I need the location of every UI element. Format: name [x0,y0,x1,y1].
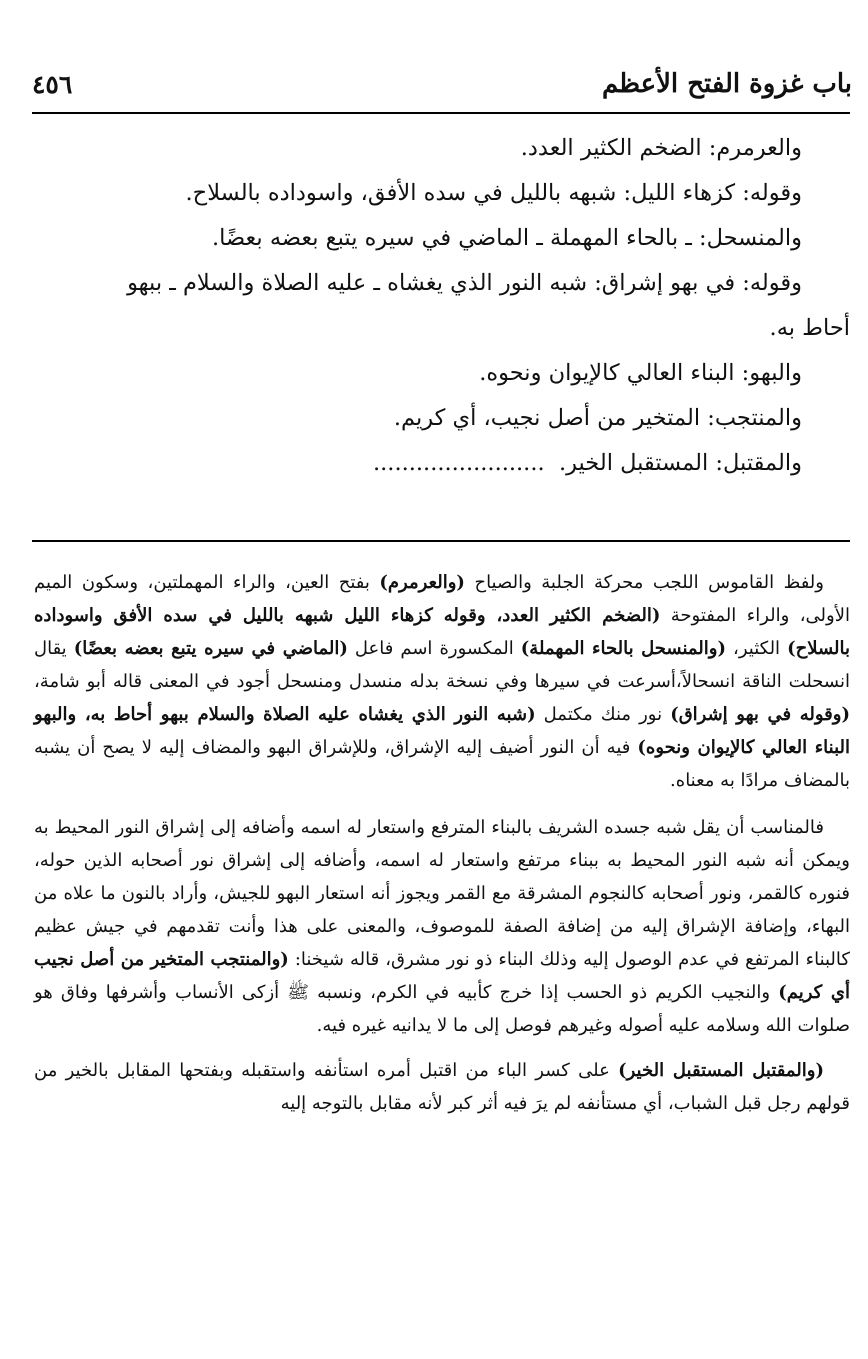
glossary-line: أحاط به. [769,315,850,341]
commentary-text: والنجيب الكريم ذو الحسب إذا خرج كأبيه في الكرم، ونسبه ﷺ أزكى الأنساب وأشرفها وفاق هو صلوات الله وسلامه عليه أصوله وغيرهم فوصل إلى ما لا يدانيه غيره فيه. [34,982,850,1036]
commentary-text: فيه أن النور أضيف إليه الإشراق، وللإشراق البهو والمضاف إليه لا يصح أن يشبه بالمضاف مرادًا به معناه. [34,737,850,791]
commentary-text: المكسورة اسم فاعل [347,638,521,659]
glossary-line: وقوله: كزهاء الليل: شبهه بالليل في سده الأفق، واسوداده بالسلاح. [185,180,802,206]
page-header [32,60,852,108]
commentary-text: نور منك مكتمل [535,704,671,725]
glossary-line: والمنسحل: ـ بالحاء المهملة ـ الماضي في سيره يتبع بعضه بعضًا. [212,225,802,251]
quoted-term: (والمقتبل المستقبل الخير) [618,1060,824,1081]
quoted-term: (والعرمرم) [379,572,465,593]
chapter-title: باب غزوة الفتح الأعظم [601,69,852,99]
ellipsis-dots: ........................ [372,450,545,476]
glossary-text: والمقتبل: المستقبل الخير. [558,450,802,476]
commentary-text: فالمناسب أن يقل شبه جسده الشريف بالبناء المترفع واستعار له اسمه وأضافه إلى إشراق النور المحيط به ويمكن أنه شبه النور المحيط به ببناء مرتفع واستعار له اسمه، وأضافه إلى إشراق نور أصحابه الذين حوله، فنوره كالقمر، ونور أصحابه كالنجوم المشرقة مع القمر ويجوز أنه استعار البهو للجيش، وأراد بالنون ما علاه من البهاء، وإضافة الإشراق إليه من إضافة الصفة للموصوف، والمعنى على هذا وأنت تقدمهم في جيش عظيم كالبناء المرتفع في عدم الوصول إليه وذلك البناء ذو نور مشرق، قاله شيخنا: [34,817,850,970]
commentary-text: على كسر الباء من اقتبل أمره استأنفه واستقبله وبفتحها المقابل بالخير من قولهم رجل قبل الشباب، أي مستأنفه لم يرَ فيه أثر كبر لأنه مقابل بالتوجه إليه [34,1060,850,1114]
commentary-paragraph [34,811,850,1042]
commentary-text: بفتح العين، والراء المهملتين، وسكون الميم الأولى، والراء المفتوحة [34,572,850,626]
glossary-line: وقوله: في بهو إشراق: شبه النور الذي يغشاه ـ عليه الصلاة والسلام ـ ببهو [127,270,802,296]
quoted-term: (الضخم الكثير العدد، وقوله كزهاء الليل شبهه بالليل في سده الأفق واسوداده بالسلاح) [34,605,850,659]
footnote-rule [32,540,850,542]
commentary-paragraph [34,1054,850,1120]
glossary-line: والبهو: البناء العالي كالإيوان ونحوه. [479,360,802,386]
commentary-text: يقال انسحلت الناقة انسحالاً،أسرعت في سيرها وفي نسخة بدله منسدل ومنسحل أجود في المعنى قاله أبو شامة، [34,638,850,692]
glossary-block [32,126,850,486]
header-rule [32,112,850,114]
quoted-term: (شبه النور الذي يغشاه عليه الصلاة والسلام ببهو أحاط به، والبهو البناء العالي كالإيوان ونحوه) [34,704,850,758]
glossary-line: والمنتجب: المتخير من أصل نجيب، أي كريم. [393,405,802,431]
page-number: ٤٥٦ [32,69,73,99]
glossary-line: والعرمرم: الضخم الكثير العدد. [520,135,802,161]
quoted-term: (الماضي في سيره يتبع بعضه بعضًا) [73,638,348,659]
quoted-term: (وقوله في بهو إشراق) [670,704,850,725]
commentary-paragraph [34,566,850,797]
glossary-line-last [32,441,850,486]
commentary [34,566,850,1132]
commentary-text: الكثير، [726,638,788,659]
quoted-term: (والمنتجب المتخير من أصل نجيب أي كريم) [34,949,851,1003]
quoted-term: (والمنسحل بالحاء المهملة) [520,638,727,659]
commentary-text: ولفظ القاموس اللجب محركة الجلبة والصياح [464,572,824,593]
